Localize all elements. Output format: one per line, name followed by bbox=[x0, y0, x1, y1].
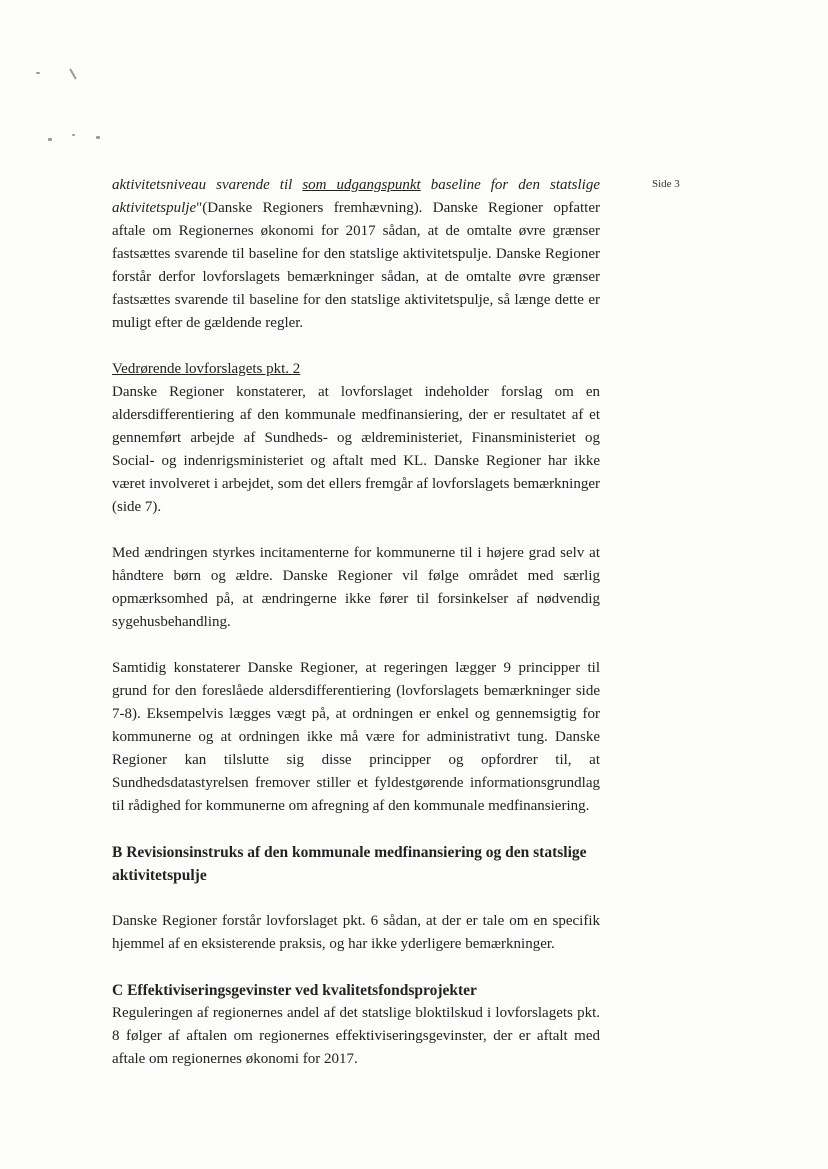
section-pkt2-heading: Vedrørende lovforslagets pkt. 2 bbox=[112, 361, 301, 377]
section-b-paragraph: Danske Regioner forstår lovforslaget pkt. 6 sådan, at der er tale om en specifik hjemmel af en eksisterende praksis, og har ikke yderligere bemærkninger. bbox=[112, 913, 600, 952]
intro-italic-b: baseline for den statslige aktivitetspulje bbox=[112, 177, 600, 216]
scan-speck bbox=[69, 68, 77, 79]
section-b-heading: B Revisionsinstruks af den kommunale medfinansiering og den statslige aktivitetspulje bbox=[112, 844, 587, 884]
section-pkt2-paragraph-1: Danske Regioner konstaterer, at lovforslaget indeholder forslag om en aldersdifferentiering af den kommunale medfinansiering, der er resultatet af et gennemført arbejde af Sundheds- og ældreministeriet, Finansministeriet og Social- og indenrigsministeriet og aftalt med KL. Danske Regioner har ikke været involveret i arbejdet, som det ellers fremgår af lovforslagets bemærkninger (side 7). bbox=[112, 384, 600, 515]
scan-speck bbox=[72, 134, 75, 136]
page-number-label: Side 3 bbox=[652, 178, 680, 190]
section-c-heading: C Effektiviseringsgevinster ved kvalitetsfondsprojekter bbox=[112, 982, 477, 999]
intro-italic-underlined: som udgangspunkt bbox=[302, 177, 421, 193]
section-pkt2-paragraph-3: Samtidig konstaterer Danske Regioner, at regeringen lægger 9 principper til grund for den foreslåede aldersdifferentiering (lovforslagets bemærkninger side 7-8). Eksempelvis lægges vægt på, at ordningen er enkel og gennemsigtig for kommunerne og at ordningen ikke må være for administrativt tung. Danske Regioner kan tilslutte sig disse principper og opfordrer til, at Sundhedsdatastyrelsen fremover stiller et fyldestgørende informationsgrundlag til rådighed for kommunerne om afregning af den kommunale medfinansiering. bbox=[112, 660, 600, 814]
scan-speck bbox=[96, 136, 100, 139]
section-pkt2-paragraph-2: Med ændringen styrkes incitamenterne for kommunerne til i højere grad selv at håndtere børn og ældre. Danske Regioner vil følge området med særlig opmærksomhed på, at ændringerne ikke fører til forsinkelser af nødvendig sygehusbehandling. bbox=[112, 545, 600, 630]
document-body bbox=[112, 174, 600, 1071]
intro-italic-a: aktivitetsniveau svarende til bbox=[112, 177, 303, 193]
scan-speck bbox=[36, 72, 40, 74]
section-c-paragraph: Reguleringen af regionernes andel af det statslige bloktilskud i lovforslagets pkt. 8 følger af aftalen om regionernes effektiviseringsgevinster, der er aftalt med aftale om regionernes økonomi for 2017. bbox=[112, 1005, 600, 1067]
intro-rest: "(Danske Regioners fremhævning). Danske Regioner opfatter aftale om Regionernes økonomi for 2017 sådan, at de omtalte øvre grænser fastsættes svarende til baseline for den statslige aktivitetspulje. Danske Regioner forstår derfor lovforslagets bemærkninger sådan, at de omtalte øvre grænser fastsættes svarende til baseline for den statslige aktivitetspulje, så længe dette er muligt efter de gældende regler. bbox=[112, 200, 600, 331]
intro-paragraph bbox=[112, 174, 600, 335]
scan-speck bbox=[48, 138, 52, 141]
